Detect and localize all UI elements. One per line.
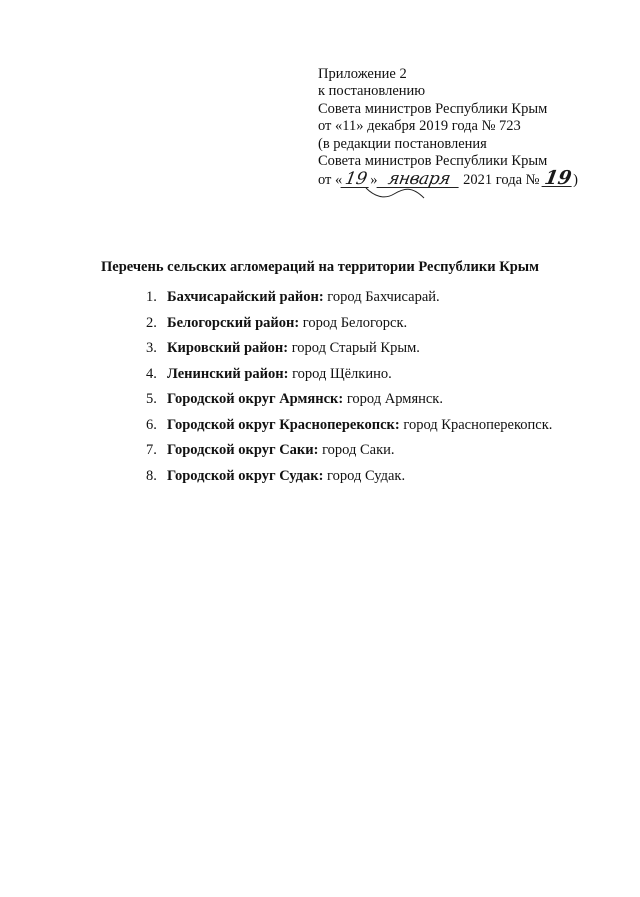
item-district: Городской округ Армянск: bbox=[167, 391, 344, 407]
list-item bbox=[146, 413, 552, 439]
item-number: 1. bbox=[146, 289, 157, 305]
appendix-authority: Совета министров Республики Крым bbox=[318, 100, 548, 117]
item-city: город Белогорск. bbox=[299, 314, 408, 331]
date-prefix: от « bbox=[318, 172, 343, 189]
item-district: Белогорский район: bbox=[167, 314, 300, 331]
appendix-revision-note: (в редакции постановления bbox=[318, 135, 487, 152]
item-city: город Саки. bbox=[318, 442, 395, 458]
document-title: Перечень сельских агломераций на территории Республики Крым bbox=[101, 259, 539, 275]
appendix-reference: к постановлению bbox=[318, 83, 426, 100]
date-close-quote: » bbox=[370, 172, 378, 189]
item-city: город Щёлкино. bbox=[288, 365, 392, 382]
list-item bbox=[146, 362, 552, 388]
item-district: Городской округ Судак: bbox=[167, 467, 324, 484]
item-district: Бахчисарайский район: bbox=[167, 289, 324, 305]
item-number: 4. bbox=[146, 365, 157, 382]
date-year: 2021 года № bbox=[459, 172, 544, 189]
item-number: 7. bbox=[146, 442, 157, 458]
handwritten-number: 19 bbox=[543, 167, 574, 190]
list-item bbox=[146, 464, 552, 490]
item-number: 2. bbox=[146, 314, 157, 331]
item-city: город Красноперекопск. bbox=[399, 416, 553, 433]
list-item bbox=[146, 387, 552, 413]
list-item bbox=[146, 438, 552, 464]
item-city: город Старый Крым. bbox=[288, 340, 420, 356]
list-item bbox=[146, 311, 552, 337]
item-district: Городской округ Красноперекопск: bbox=[167, 416, 400, 433]
item-number: 6. bbox=[146, 416, 157, 433]
list-item bbox=[146, 285, 552, 311]
item-district: Ленинский район: bbox=[167, 365, 289, 382]
item-district: Кировский район: bbox=[167, 340, 289, 356]
date-suffix: ) bbox=[573, 172, 578, 189]
appendix-revision-authority: Совета министров Республики Крым bbox=[318, 153, 548, 170]
appendix-header bbox=[318, 66, 618, 190]
item-city: город Судак. bbox=[323, 467, 406, 484]
handwritten-month: января bbox=[376, 171, 461, 188]
revision-date-line bbox=[318, 167, 618, 190]
handwritten-day: 19 bbox=[341, 171, 372, 188]
item-city: город Армянск. bbox=[343, 391, 443, 407]
agglomeration-list bbox=[146, 285, 552, 489]
item-district: Городской округ Саки: bbox=[167, 442, 319, 458]
item-city: город Бахчисарай. bbox=[323, 289, 440, 305]
item-number: 3. bbox=[146, 340, 157, 356]
appendix-number: Приложение 2 bbox=[318, 66, 407, 82]
list-item bbox=[146, 336, 552, 362]
item-number: 8. bbox=[146, 467, 157, 484]
appendix-original-date: от «11» декабря 2019 года № 723 bbox=[318, 118, 521, 135]
item-number: 5. bbox=[146, 391, 157, 407]
